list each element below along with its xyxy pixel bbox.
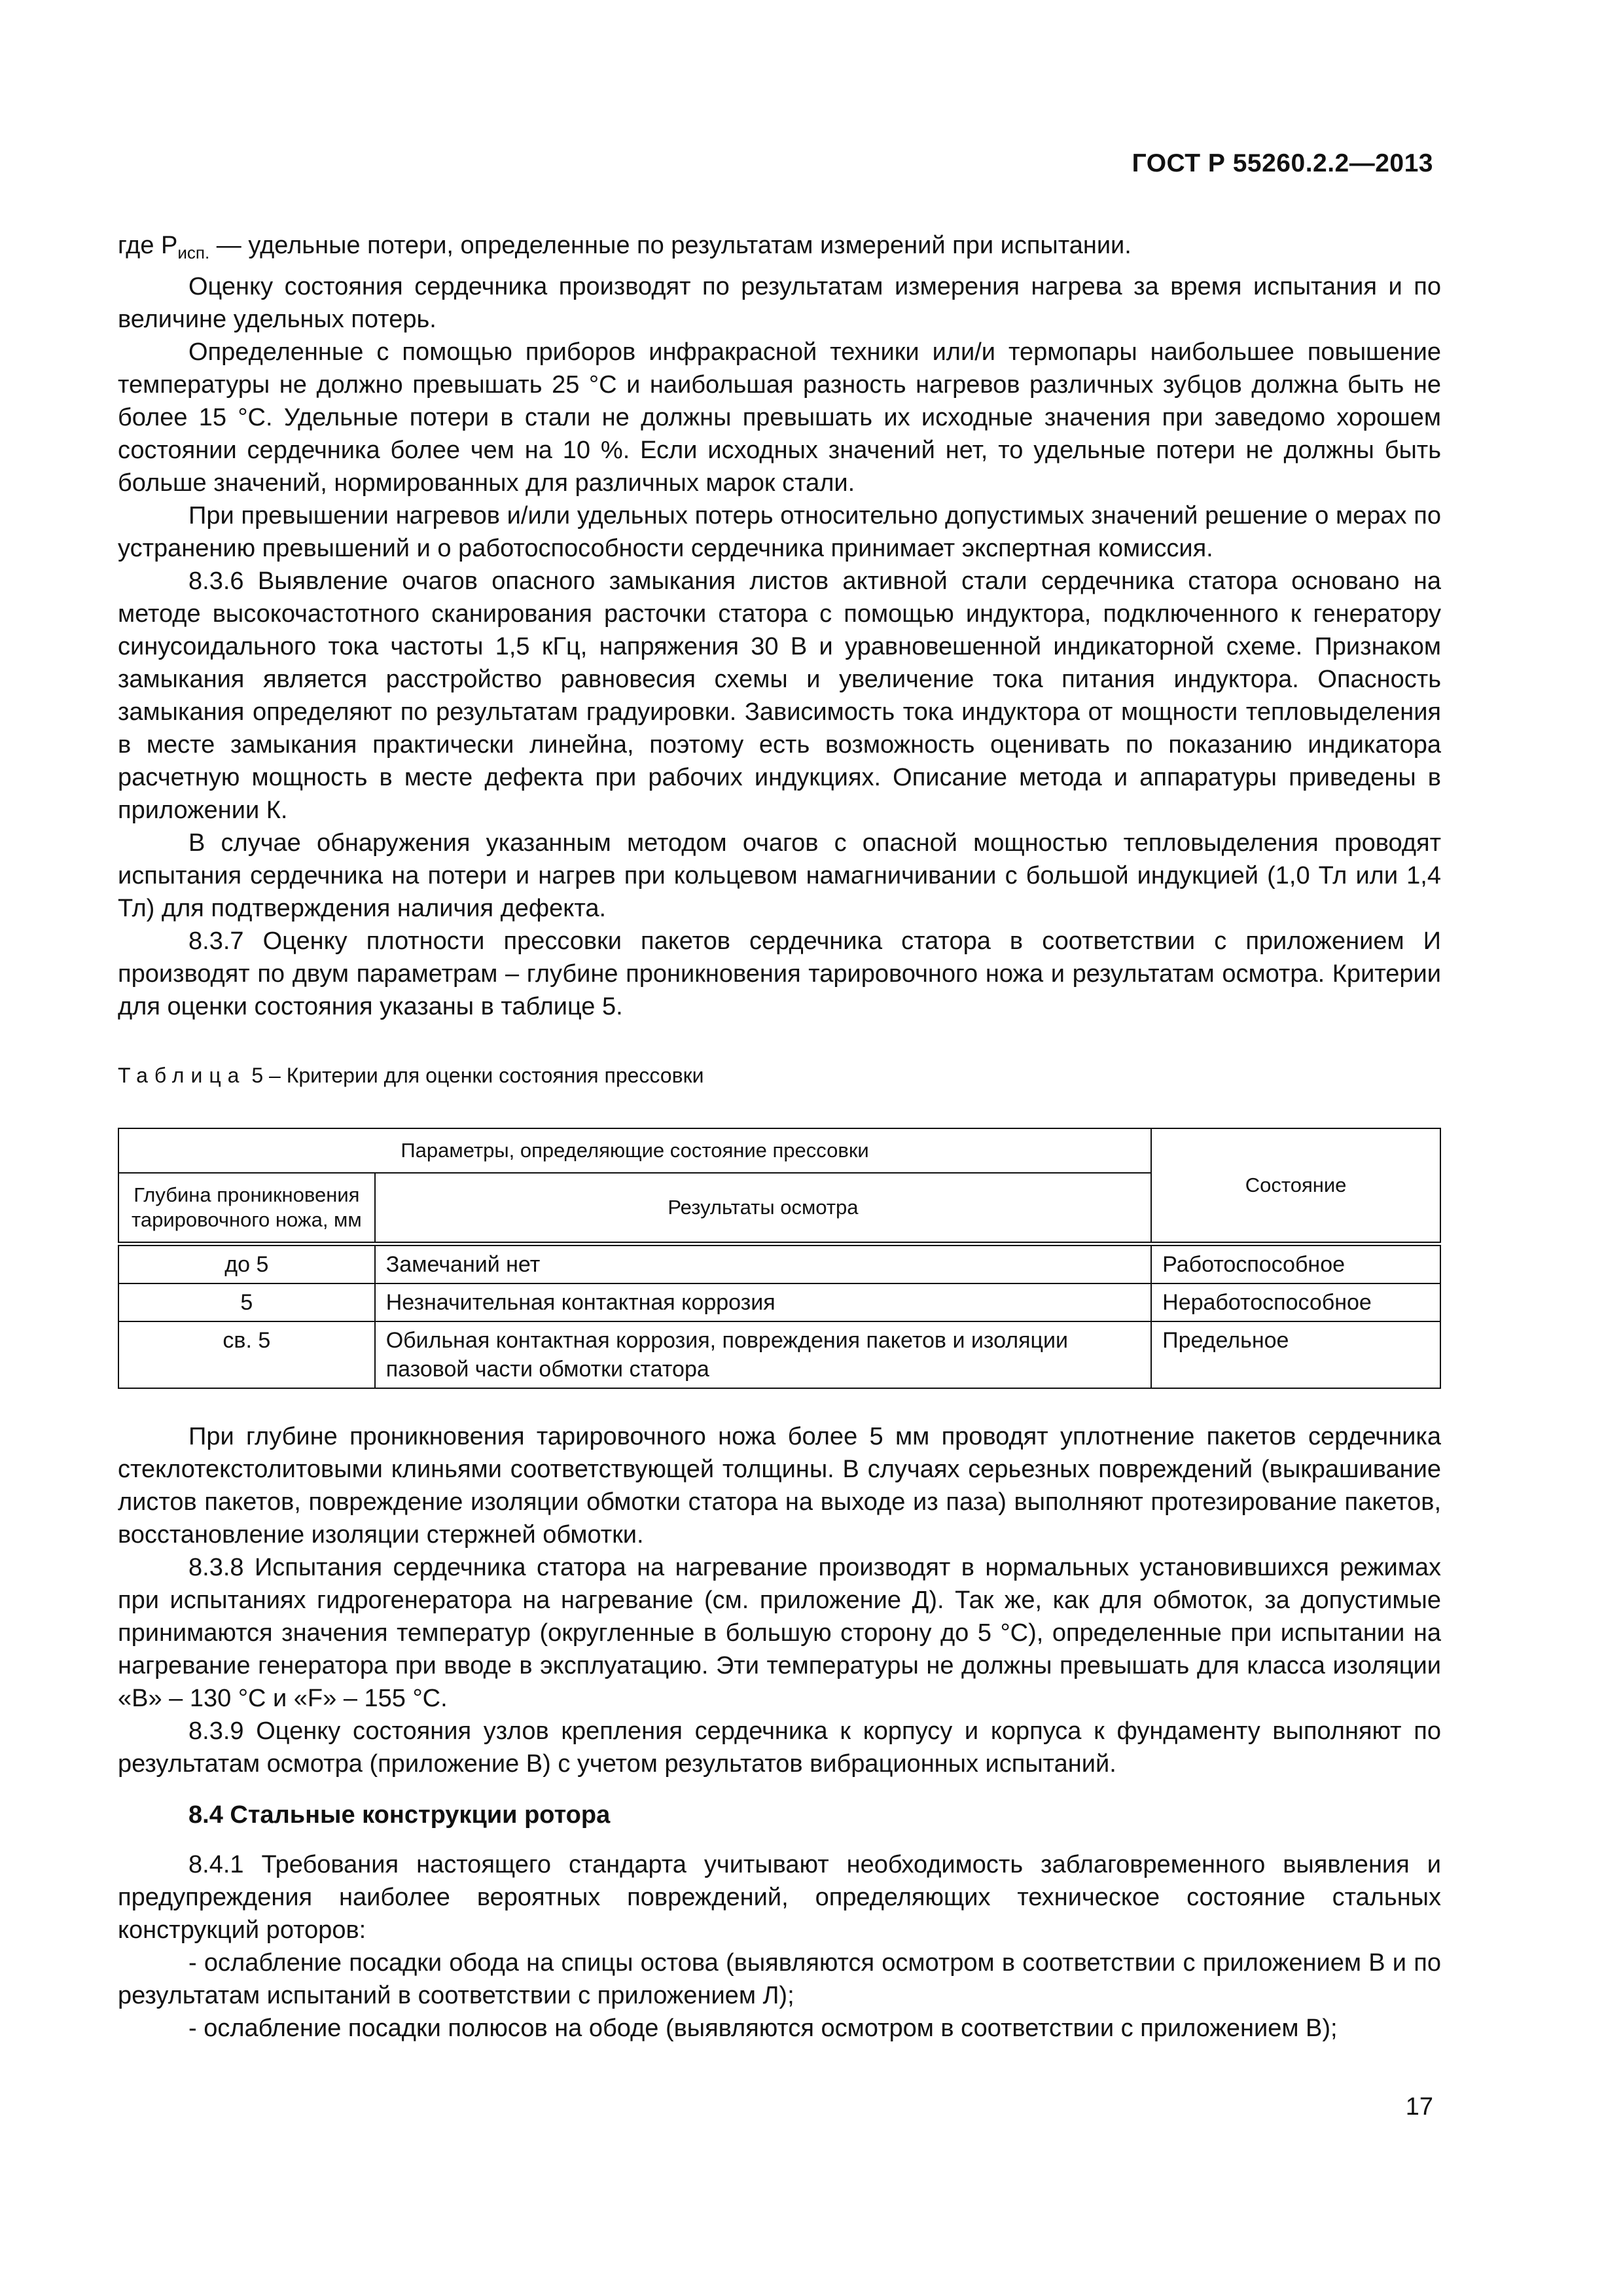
section-heading: 8.4 Стальные конструкции ротора <box>188 1801 611 1829</box>
table-header-depth: Глубина проникновения тарировочного ножа, мм <box>118 1173 375 1244</box>
table-cell-depth: св. 5 <box>118 1321 375 1388</box>
table-cell-state: Неработоспособное <box>1151 1283 1440 1321</box>
paragraph: При превышении нагревов и/или удельных потерь относительно допустимых значений решение о мерах по устранению превышений и о работоспособности сердечника принимает экспертная комиссия. <box>118 502 1441 562</box>
table-header-state: Состояние <box>1151 1128 1440 1244</box>
table-cell-result: Обильная контактная коррозия, повреждения пакетов и изоляции пазовой части обмотки статора <box>375 1321 1151 1388</box>
paragraph-8-3-8: 8.3.8 Испытания сердечника статора на нагревание производят в нормальных установившихся режимах при испытаниях гидрогенератора на нагревание (см. приложение Д). Так же, как для обмоток, за допустимые принимаются значения температур (округленные в большую сторону до 5 °С), определенные при испытании на нагревание генератора при вводе в эксплуатацию. Эти температуры не должны превышать для класса изоляции «В» – 130 °С и «F» – 155 °С. <box>118 1554 1441 1712</box>
table-caption-text: 5 – Критерии для оценки состояния прессовки <box>245 1064 704 1087</box>
where-dash: — <box>209 232 249 259</box>
document-id-header: ГОСТ Р 55260.2.2—2013 <box>1132 149 1433 177</box>
list-item: - ослабление посадки полюсов на ободе (выявляются осмотром в соответствии с приложением В); <box>188 2015 1338 2042</box>
table-caption-word: Таблица <box>118 1064 246 1087</box>
table-cell-depth: до 5 <box>118 1244 375 1284</box>
table-header-result: Результаты осмотра <box>375 1173 1151 1244</box>
where-text: удельные потери, определенные по результатам измерений при испытании. <box>248 232 1132 259</box>
paragraph-8-3-9: 8.3.9 Оценку состояния узлов крепления сердечника к корпусу и корпуса к фундаменту выполняют по результатам осмотра (приложение В) с учетом результатов вибрационных испытаний. <box>118 1717 1441 1778</box>
table-caption <box>118 1062 1441 1088</box>
table-cell-result: Замечаний нет <box>375 1244 1151 1284</box>
page-body <box>118 229 1441 2045</box>
where-subscript: исп. <box>177 243 210 262</box>
paragraph-8-3-7: 8.3.7 Оценку плотности прессовки пакетов сердечника статора в соответствии с приложением И производят по двум параметрам – глубине проникновения тарировочного ножа и результатам осмотра. Критерии для оценки состояния указаны в таблице 5. <box>118 927 1441 1020</box>
paragraph: Определенные с помощью приборов инфракрасной техники или/и термопары наибольшее повышение температуры не должно превышать 25 °С и наибольшая разность нагревов различных зубцов должна быть не более 15 °С. Удельные потери в стали не должны превышать их исходные значения при заведомо хорошем состоянии сердечника более чем на 10 %. Если исходных значений нет, то удельные потери не должны быть больше значений, нормированных для различных марок стали. <box>118 338 1441 497</box>
table-cell-depth: 5 <box>118 1283 375 1321</box>
paragraph: В случае обнаружения указанным методом очагов с опасной мощностью тепловыделения проводят испытания сердечника на потери и нагрев при кольцевом намагничивании с большой индукцией (1,0 Тл или 1,4 Тл) для подтверждения наличия дефекта. <box>118 829 1441 922</box>
paragraph-8-4-1: 8.4.1 Требования настоящего стандарта учитывают необходимость заблаговременного выявления и предупреждения наиболее вероятных повреждений, определяющих техническое состояние стальных конструкций роторов: <box>118 1851 1441 1944</box>
list-item: - ослабление посадки обода на спицы остова (выявляются осмотром в соответствии с приложением В и по результатам испытаний в соответствии с приложением Л); <box>118 1949 1441 2009</box>
table-group-header: Параметры, определяющие состояние прессовки <box>118 1128 1151 1173</box>
table-row <box>118 1244 1440 1284</box>
table-cell-state: Работоспособное <box>1151 1244 1440 1284</box>
paragraph: Оценку состояния сердечника производят по результатам измерения нагрева за время испытания и по величине удельных потерь. <box>118 273 1441 333</box>
paragraph: При глубине проникновения тарировочного ножа более 5 мм проводят уплотнение пакетов сердечника стеклотекстолитовыми клиньями соответствующей толщины. В случаях серьезных повреждений (выкрашивание листов пакетов, повреждение изоляции обмотки статора на выходе из паза) выполняют протезирование пакетов, восстановление изоляции стержней обмотки. <box>118 1423 1441 1549</box>
page-number: 17 <box>1405 2093 1433 2121</box>
paragraph-8-3-6: 8.3.6 Выявление очагов опасного замыкания листов активной стали сердечника статора основано на методе высокочастотного сканирования расточки статора с помощью индуктора, подключенного к генератору синусоидального тока частоты 1,5 кГц, напряжения 30 В и уравновешенной индикаторной схеме. Признаком замыкания является расстройство равновесия схемы и увеличение тока питания индуктора. Опасность замыкания определяют по результатам градуировки. Зависимость тока индуктора от мощности тепловыделения в месте замыкания практически линейна, поэтому есть возможность оценивать по показанию индикатора расчетную мощность в месте дефекта при рабочих индукциях. Описание метода и аппаратуры приведены в приложении К. <box>118 567 1441 824</box>
table-row <box>118 1321 1440 1388</box>
table-cell-result: Незначительная контактная коррозия <box>375 1283 1151 1321</box>
where-line <box>118 229 1441 269</box>
table-cell-state: Предельное <box>1151 1321 1440 1388</box>
where-prefix: где P <box>118 232 178 259</box>
table-row <box>118 1283 1440 1321</box>
pressing-criteria-table <box>118 1128 1441 1389</box>
